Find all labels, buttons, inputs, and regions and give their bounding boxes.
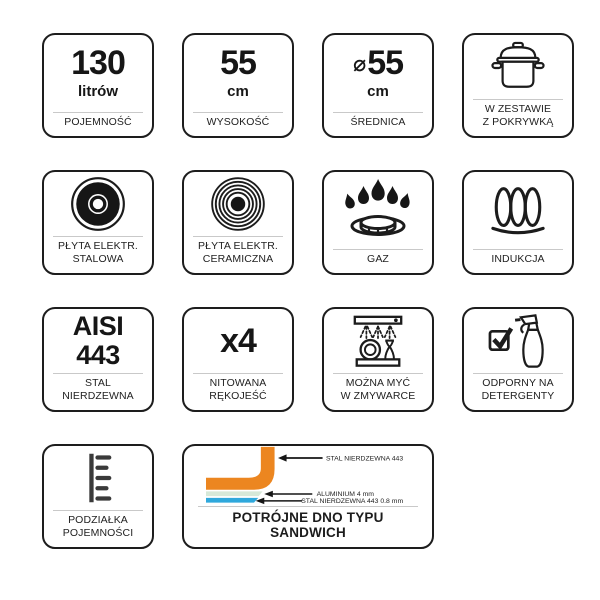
steel-grade-caption — [53, 377, 143, 403]
dishwasher-icon — [346, 312, 410, 370]
handles-caption-line1: NITOWANA — [209, 376, 267, 389]
detergent-body — [464, 309, 572, 373]
pot-with-lid-icon — [487, 41, 549, 93]
sandwich-diagram — [184, 446, 432, 506]
label-inner-steel: STAL NIERDZEWNA 443 0.8 mm — [301, 498, 404, 505]
layer-inner-steel — [206, 498, 258, 503]
label-arrow-outer — [278, 454, 323, 461]
layer-steel-wall — [206, 447, 275, 490]
ceramic-hob-caption-line2: CERAMICZNA — [202, 252, 274, 265]
steel-hob-icon — [69, 175, 127, 233]
dishwasher-body — [324, 309, 432, 373]
divider — [473, 249, 563, 250]
divider — [193, 112, 283, 113]
tile-diameter — [322, 33, 434, 138]
induction-footer — [473, 249, 563, 266]
induction-coil-icon — [487, 181, 549, 239]
capacity-caption: POJEMNOŚĆ — [64, 115, 132, 128]
detergent-caption-line1: ODPORNY NA — [482, 376, 554, 389]
scale-caption — [53, 514, 143, 540]
dishwasher-caption-line1: MOŻNA MYĆ — [345, 376, 411, 389]
diameter-value — [352, 44, 404, 83]
divider — [53, 236, 143, 237]
scale-caption-line2: POJEMNOŚCI — [62, 526, 134, 539]
tile-electric-ceramic-hob — [182, 170, 294, 275]
detergent-caption — [473, 377, 563, 403]
tile-steel-grade — [42, 307, 154, 412]
divider — [193, 373, 283, 374]
steel-hob-body — [44, 172, 152, 236]
diameter-footer — [333, 112, 423, 129]
steel-grade-caption-line1: STAL — [85, 376, 111, 389]
diameter-caption: ŚREDNICA — [350, 115, 406, 128]
tile-detergent-resistant — [462, 307, 574, 412]
divider — [333, 112, 423, 113]
dishwasher-caption — [333, 377, 423, 403]
steel-grade-line1: AISI — [72, 310, 124, 341]
ceramic-hob-footer — [193, 236, 283, 266]
lid-caption — [473, 103, 563, 129]
scale-footer — [53, 510, 143, 540]
steel-grade-body — [44, 309, 152, 373]
steel-grade-line2: 443 — [76, 339, 120, 370]
row-2 — [42, 170, 600, 275]
tile-capacity — [42, 33, 154, 138]
height-footer — [193, 112, 283, 129]
diameter-symbol: ⌀ — [352, 51, 367, 77]
ceramic-hob-icon — [209, 175, 267, 233]
dishwasher-footer — [333, 373, 423, 403]
height-unit: cm — [227, 83, 249, 101]
divider — [53, 112, 143, 113]
ceramic-hob-caption-line1: PŁYTA ELEKTR. — [198, 239, 278, 252]
handles-body — [184, 309, 292, 373]
capacity-body — [44, 35, 152, 112]
divider — [473, 99, 563, 100]
detergent-footer — [473, 373, 563, 403]
diameter-number: 55 — [367, 44, 404, 83]
steel-grade-footer — [53, 373, 143, 403]
tile-electric-steel-hob — [42, 170, 154, 275]
gas-burner-icon — [342, 179, 414, 241]
steel-grade-caption-line2: NIERDZEWNA — [62, 389, 134, 402]
spray-bottle-check-icon — [486, 312, 550, 370]
tile-gas — [322, 170, 434, 275]
induction-body — [464, 172, 572, 249]
scale-body — [44, 446, 152, 510]
steel-hob-caption — [53, 240, 143, 266]
steel-hob-footer — [53, 236, 143, 266]
capacity-value: 130 — [71, 44, 125, 83]
detergent-caption-line2: DETERGENTY — [481, 389, 555, 402]
tile-riveted-handles — [182, 307, 294, 412]
tile-induction — [462, 170, 574, 275]
handles-caption-line2: RĘKOJEŚĆ — [209, 389, 267, 402]
divider — [333, 373, 423, 374]
divider — [53, 373, 143, 374]
label-outer-steel: STAL NIERDZEWNA 443 — [325, 455, 404, 463]
sandwich-bottom-diagram — [189, 446, 427, 506]
divider — [198, 506, 418, 507]
dishwasher-caption-line2: W ZMYWARCE — [340, 389, 416, 402]
lid-footer — [473, 99, 563, 129]
label-arrow-inner — [256, 498, 302, 505]
gas-footer — [333, 249, 423, 266]
divider — [473, 373, 563, 374]
divider — [333, 249, 423, 250]
scale-caption-line1: PODZIAŁKA — [68, 513, 128, 526]
row-1 — [42, 33, 600, 138]
diameter-unit: cm — [367, 83, 389, 101]
ceramic-hob-body — [184, 172, 292, 236]
divider — [193, 236, 283, 237]
row-4 — [42, 444, 600, 549]
handles-footer — [193, 373, 283, 403]
capacity-scale-icon — [76, 450, 120, 506]
tile-sandwich-bottom — [182, 444, 434, 549]
tile-capacity-scale — [42, 444, 154, 549]
height-caption: WYSOKOŚĆ — [206, 115, 270, 128]
gas-caption: GAZ — [367, 252, 389, 265]
steel-hob-caption-line1: PŁYTA ELEKTR. — [58, 239, 138, 252]
ceramic-hob-caption — [193, 240, 283, 266]
sandwich-caption: POTRÓJNE DNO TYPU SANDWICH — [232, 510, 384, 540]
capacity-footer — [53, 112, 143, 129]
sandwich-footer — [198, 506, 418, 540]
divider — [53, 510, 143, 511]
label-arrow-middle — [264, 491, 312, 498]
label-aluminium: ALUMINIUM 4 mm — [316, 491, 374, 499]
lid-caption-line2: Z POKRYWKĄ — [482, 115, 554, 128]
diameter-body — [324, 35, 432, 112]
height-value: 55 — [220, 44, 256, 83]
row-3 — [42, 307, 600, 412]
layer-aluminium — [206, 491, 263, 496]
handles-count: x4 — [220, 321, 256, 360]
tile-height — [182, 33, 294, 138]
gas-body — [324, 172, 432, 249]
tile-dishwasher-safe — [322, 307, 434, 412]
steel-hob-caption-line2: STALOWA — [72, 252, 124, 265]
lid-caption-line1: W ZESTAWIE — [484, 102, 552, 115]
induction-caption: INDUKCJA — [491, 252, 545, 265]
height-body — [184, 35, 292, 112]
lid-body — [464, 35, 572, 99]
capacity-unit: litrów — [78, 83, 118, 101]
handles-caption — [193, 377, 283, 403]
tile-lid-included — [462, 33, 574, 138]
